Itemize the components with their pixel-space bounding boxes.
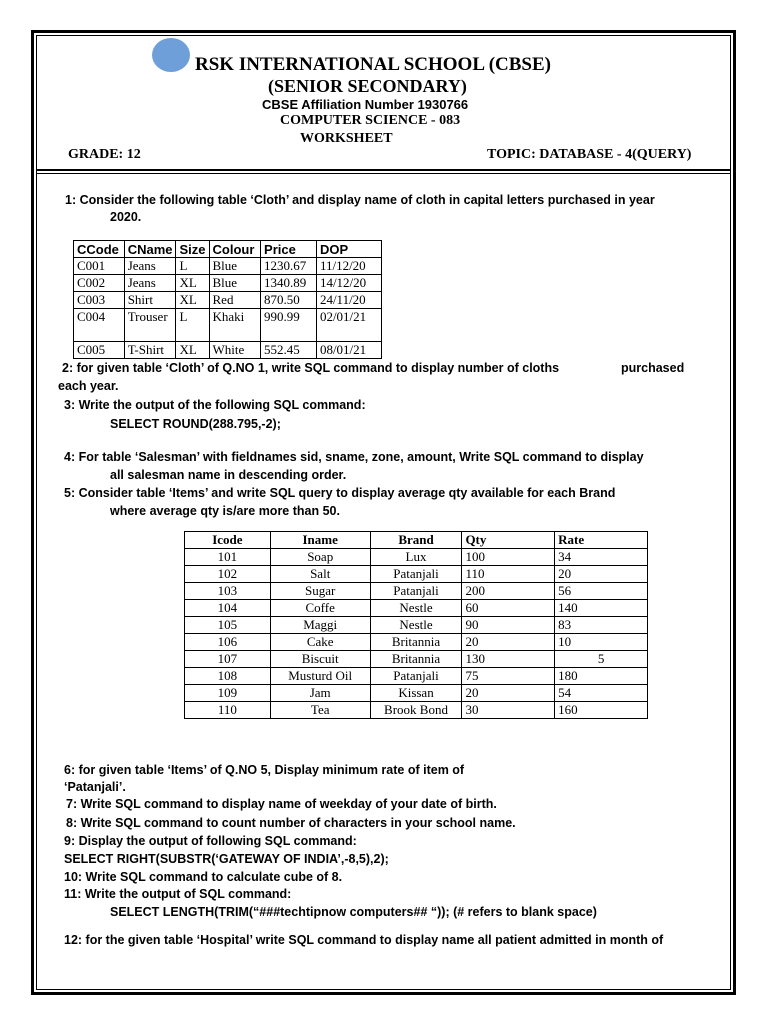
- table-cell: 20: [555, 566, 648, 583]
- subject-title: COMPUTER SCIENCE - 083: [280, 113, 461, 128]
- question-9-line-1: 9: Display the output of following SQL command:: [64, 834, 357, 848]
- question-9-line-2: SELECT RIGHT(SUBSTR(‘GATEWAY OF INDIA’,-8,5),2);: [64, 852, 389, 866]
- column-header: CCode: [74, 241, 125, 258]
- question-1-line-1: 1: Consider the following table ‘Cloth’ and display name of cloth in capital letters purchased in year: [65, 193, 655, 207]
- school-level: (SENIOR SECONDARY): [268, 76, 467, 96]
- table-cell: 08/01/21: [316, 342, 381, 359]
- grade-label: GRADE: 12: [68, 147, 141, 162]
- school-logo-icon: [152, 38, 190, 72]
- table-row: [74, 275, 382, 292]
- table-cell: Maggi: [270, 617, 370, 634]
- question-11-line-2: SELECT LENGTH(TRIM(“###techtipnow computers## “)); (# refers to blank space): [110, 905, 597, 919]
- table-row: [185, 651, 648, 668]
- table-cell: 20: [462, 634, 555, 651]
- column-header: Rate: [555, 532, 648, 549]
- table-cell: 54: [555, 685, 648, 702]
- table-cell: 160: [555, 702, 648, 719]
- table-cell: Khaki: [209, 309, 261, 342]
- header-divider-thin: [36, 173, 731, 174]
- table-cell: Coffe: [270, 600, 370, 617]
- table-cell: 106: [185, 634, 271, 651]
- table-row: [185, 702, 648, 719]
- column-header: Price: [261, 241, 317, 258]
- table-cell: Brook Bond: [370, 702, 462, 719]
- table-cell: Lux: [370, 549, 462, 566]
- table-cell: C004: [74, 309, 125, 342]
- table-cell: XL: [176, 292, 209, 309]
- table-cell: 110: [185, 702, 271, 719]
- question-5-line-1: 5: Consider table ‘Items’ and write SQL query to display average qty available for each Brand: [64, 486, 616, 500]
- table-cell: Salt: [270, 566, 370, 583]
- table-cell: 100: [462, 549, 555, 566]
- table-cell: Jeans: [124, 275, 176, 292]
- table-cell: 90: [462, 617, 555, 634]
- table-cell: 11/12/20: [316, 258, 381, 275]
- table-cell: 108: [185, 668, 271, 685]
- table-cell: Jam: [270, 685, 370, 702]
- table-cell: 24/11/20: [316, 292, 381, 309]
- column-header: Size: [176, 241, 209, 258]
- table-cell: 02/01/21: [316, 309, 381, 342]
- question-2-line-1: 2: for given table ‘Cloth’ of Q.NO 1, write SQL command to display number of cloths: [62, 361, 560, 375]
- table-cell: 130: [462, 651, 555, 668]
- table-cell: L: [176, 309, 209, 342]
- table-cell: Soap: [270, 549, 370, 566]
- column-header: Qty: [462, 532, 555, 549]
- table-cell: Britannia: [370, 634, 462, 651]
- table-cell: 104: [185, 600, 271, 617]
- table-row: [74, 292, 382, 309]
- table-cell: L: [176, 258, 209, 275]
- topic-label: TOPIC: DATABASE - 4(QUERY): [487, 147, 692, 162]
- table-row: [185, 617, 648, 634]
- table-cell: 30: [462, 702, 555, 719]
- table-row: [185, 634, 648, 651]
- table-cell: 34: [555, 549, 648, 566]
- table-cell: 102: [185, 566, 271, 583]
- header-divider: [36, 169, 731, 171]
- school-name: RSK INTERNATIONAL SCHOOL (CBSE): [195, 54, 551, 75]
- table-cell: 60: [462, 600, 555, 617]
- table-row: [185, 566, 648, 583]
- table-cell: 105: [185, 617, 271, 634]
- table-cell: Cake: [270, 634, 370, 651]
- table-cell: 101: [185, 549, 271, 566]
- question-2-line-2: each year.: [58, 379, 119, 393]
- column-header: Colour: [209, 241, 261, 258]
- table-cell: Red: [209, 292, 261, 309]
- table-cell: 10: [555, 634, 648, 651]
- table-cell: 990.99: [261, 309, 317, 342]
- question-5-line-2: where average qty is/are more than 50.: [110, 504, 340, 518]
- question-8: 8: Write SQL command to count number of characters in your school name.: [66, 816, 516, 830]
- items-table-header: [185, 532, 648, 549]
- table-row: [185, 583, 648, 600]
- table-cell: 1230.67: [261, 258, 317, 275]
- table-cell: Trouser: [124, 309, 176, 342]
- column-header: Icode: [185, 532, 271, 549]
- table-cell: 5: [555, 651, 648, 668]
- table-cell: C003: [74, 292, 125, 309]
- table-cell: 83: [555, 617, 648, 634]
- table-cell: XL: [176, 275, 209, 292]
- table-row: [74, 342, 382, 359]
- table-cell: Nestle: [370, 600, 462, 617]
- question-10: 10: Write SQL command to calculate cube of 8.: [64, 870, 343, 884]
- table-cell: 107: [185, 651, 271, 668]
- table-cell: 140: [555, 600, 648, 617]
- question-3-line-2: SELECT ROUND(288.795,-2);: [110, 417, 281, 431]
- table-cell: XL: [176, 342, 209, 359]
- table-cell: Patanjali: [370, 668, 462, 685]
- table-cell: Blue: [209, 258, 261, 275]
- table-cell: Musturd Oil: [270, 668, 370, 685]
- question-6-line-2: ‘Patanjali’.: [64, 780, 126, 794]
- table-cell: 56: [555, 583, 648, 600]
- question-3-line-1: 3: Write the output of the following SQL command:: [64, 398, 366, 412]
- table-cell: Patanjali: [370, 583, 462, 600]
- table-cell: C002: [74, 275, 125, 292]
- table-cell: Tea: [270, 702, 370, 719]
- question-4-line-1: 4: For table ‘Salesman’ with fieldnames sid, sname, zone, amount, Write SQL command to display: [64, 450, 644, 464]
- table-cell: C001: [74, 258, 125, 275]
- table-row: [74, 258, 382, 275]
- table-cell: 180: [555, 668, 648, 685]
- table-cell: White: [209, 342, 261, 359]
- question-7: 7: Write SQL command to display name of weekday of your date of birth.: [66, 797, 497, 811]
- table-cell: 109: [185, 685, 271, 702]
- table-row: [185, 685, 648, 702]
- table-cell: 103: [185, 583, 271, 600]
- column-header: Brand: [370, 532, 462, 549]
- table-cell: Kissan: [370, 685, 462, 702]
- table-cell: Shirt: [124, 292, 176, 309]
- table-row: [185, 668, 648, 685]
- column-header: CName: [124, 241, 176, 258]
- table-cell: C005: [74, 342, 125, 359]
- table-cell: 20: [462, 685, 555, 702]
- table-cell: Nestle: [370, 617, 462, 634]
- column-header: DOP: [316, 241, 381, 258]
- table-cell: Britannia: [370, 651, 462, 668]
- column-header: Iname: [270, 532, 370, 549]
- table-cell: 75: [462, 668, 555, 685]
- table-cell: Patanjali: [370, 566, 462, 583]
- question-12: 12: for the given table ‘Hospital’ write SQL command to display name all patient admitted in month of: [64, 933, 664, 947]
- table-cell: T-Shirt: [124, 342, 176, 359]
- table-cell: Jeans: [124, 258, 176, 275]
- table-cell: 14/12/20: [316, 275, 381, 292]
- table-cell: Sugar: [270, 583, 370, 600]
- table-row: [185, 600, 648, 617]
- affiliation-number: CBSE Affiliation Number 1930766: [262, 97, 469, 112]
- table-cell: 552.45: [261, 342, 317, 359]
- table-cell: Biscuit: [270, 651, 370, 668]
- cloth-table: [73, 240, 382, 359]
- table-cell: 870.50: [261, 292, 317, 309]
- table-row: [185, 549, 648, 566]
- document-type: WORKSHEET: [300, 131, 393, 146]
- question-2-line-1b: purchased: [621, 361, 685, 375]
- cloth-table-header: [74, 241, 382, 258]
- question-6-line-1: 6: for given table ‘Items’ of Q.NO 5, Display minimum rate of item of: [64, 763, 465, 777]
- table-cell: Blue: [209, 275, 261, 292]
- table-cell: 1340.89: [261, 275, 317, 292]
- table-cell: 200: [462, 583, 555, 600]
- question-4-line-2: all salesman name in descending order.: [110, 468, 347, 482]
- items-table: [184, 531, 648, 719]
- question-1-line-2: 2020.: [110, 210, 142, 224]
- table-row: [74, 309, 382, 342]
- question-11-line-1: 11: Write the output of SQL command:: [64, 887, 292, 901]
- table-cell: 110: [462, 566, 555, 583]
